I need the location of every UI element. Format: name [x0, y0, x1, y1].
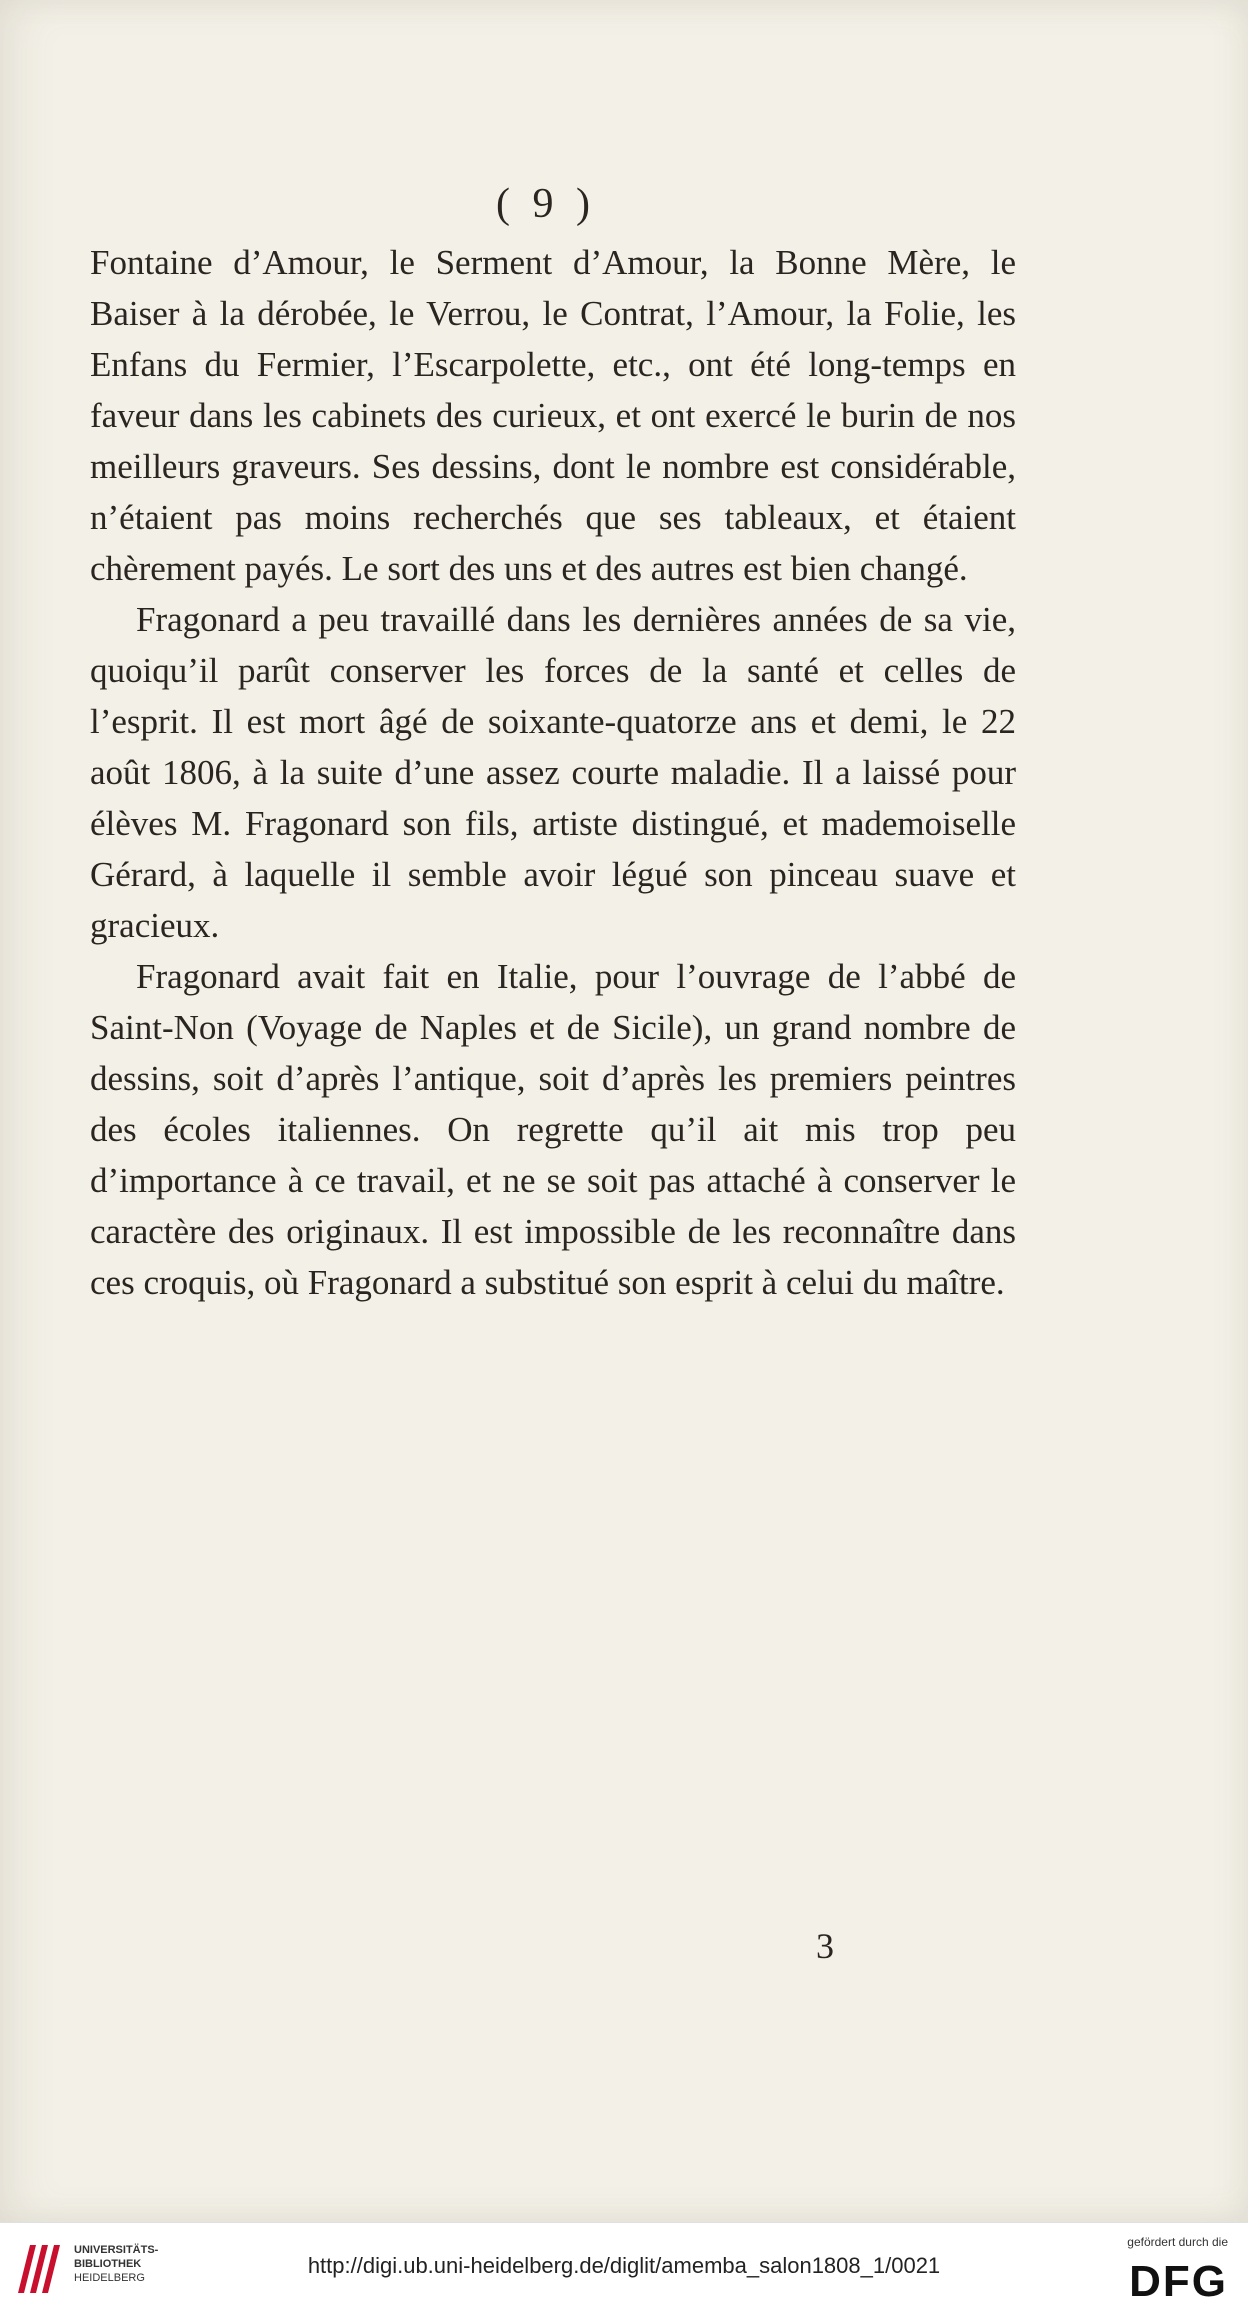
funded-by-label: gefördert durch die	[1127, 2235, 1228, 2249]
paragraph-3: Fragonard avait fait en Italie, pour l’ouvrage de l’abbé de Saint-Non (Voyage de Naples et de Sicile), un grand nombre de dessins, soit d’après l’antique, soit d’après les premiers peintres des écoles italiennes. On regrette qu’il ait mis trop peu d’importance à ce travail, et ne se soit pas attaché à conserver le caractère des originaux. Il est impossible de les reconnaître dans ces croquis, où Fragonard a substitué son esprit à celui du maître.	[90, 957, 1016, 1302]
library-line-1: UNIVERSITÄTS-	[74, 2244, 159, 2256]
viewer-footer	[0, 2222, 1248, 2316]
library-line-2: BIBLIOTHEK	[74, 2258, 142, 2270]
permalink-url[interactable]: http://digi.ub.uni-heidelberg.de/diglit/amemba_salon1808_1/0021	[307, 2253, 941, 2278]
dfg-logo[interactable]: DFG	[1129, 2257, 1228, 2306]
paragraph-1: Fontaine d’Amour, le Serment d’Amour, la Bonne Mère, le Baiser à la dérobée, le Verrou, le Contrat, l’Amour, la Folie, les Enfans du Fermier, l’Escarpolette, etc., ont été long-temps en faveur dans les cabinets des curieux, et ont exercé le burin de nos meilleurs graveurs. Ses dessins, dont le nombre est considérable, n’étaient pas moins recherchés que ses tableaux, et étaient chèrement payés. Le sort des uns et des autres est bien changé.	[90, 243, 1016, 588]
body-text	[90, 237, 1016, 1308]
page-number: ( 9 )	[496, 181, 596, 227]
gathering-mark: 3	[816, 1926, 834, 1966]
paragraph-2: Fragonard a peu travaillé dans les dernières années de sa vie, quoiqu’il parût conserver les forces de la santé et celles de l’esprit. Il est mort âgé de soixante-quatorze ans et demi, le 22 août 1806, à la suite d’une assez courte maladie. Il a laissé pour élèves M. Fragonard son fils, artiste distingué, et mademoiselle Gérard, à laquelle il semble avoir légué son pinceau suave et gracieux.	[90, 600, 1016, 945]
library-line-3: HEIDELBERG	[74, 2272, 145, 2284]
